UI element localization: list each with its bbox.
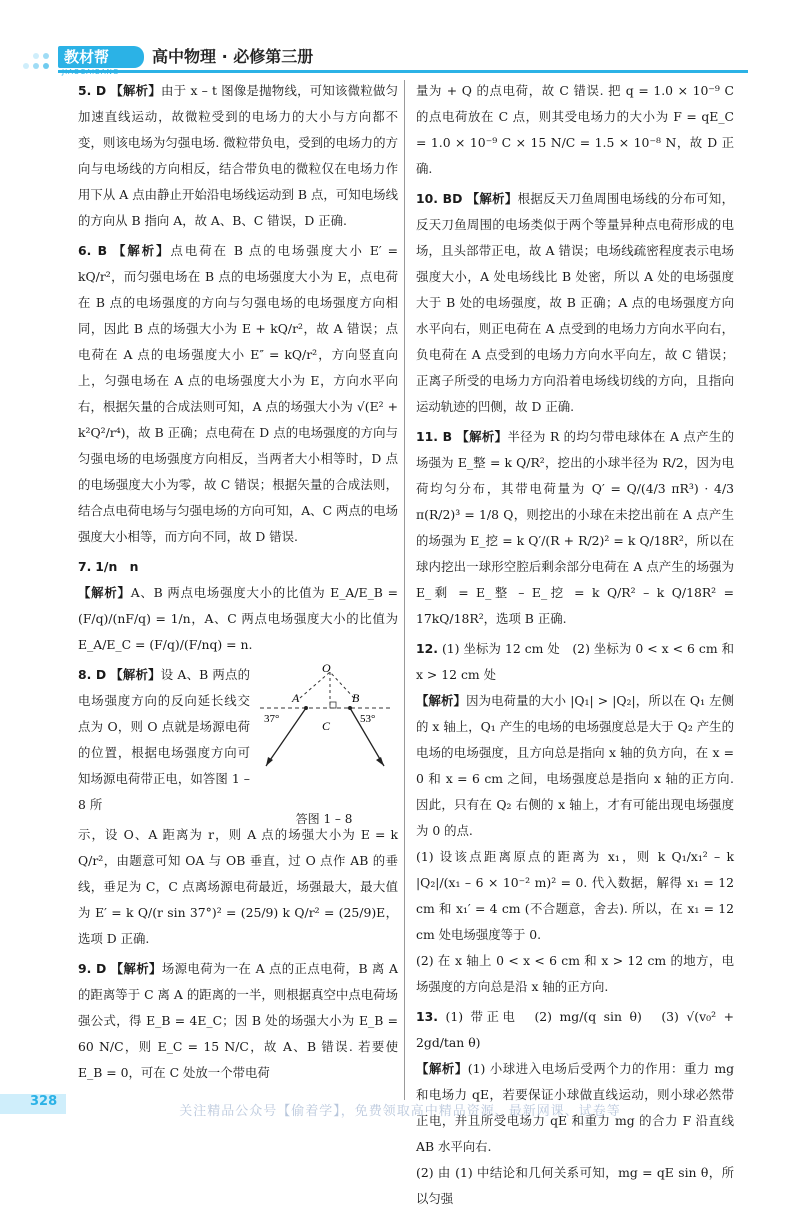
answer-text: (1) 设该点距离原点的距离为 x₁，则 k Q₁/x₁² – k |Q₂|/(x₁ – 6 × 10⁻² m)² = 0. 代入数据，解得 x₁ = 12 cm 和 x₁′ = 4 cm (不合题意，舍去). 所以，在 x₁ = 12 cm 处电场强度等于 0.: [416, 849, 734, 942]
angle-37: 37°: [264, 713, 280, 725]
analysis-label: 【解析】: [416, 693, 467, 708]
figure-caption: 答图 1 – 8: [295, 812, 353, 826]
question-number: 11. B: [416, 429, 453, 444]
answer-9: [78, 956, 398, 1086]
answer-7-analysis: [78, 580, 398, 658]
answer-text: 由于 x – t 图像是抛物线，可知该微粒做匀加速直线运动，故微粒受到的电场力的大小与方向都不变，则该电场为匀强电场. 微粒带负电，受到的电场力的方向与电场线的方向相反，结合带负电的微粒仅在电场力作用下从 A 点由静止开始沿电场线运动到 B 点，可知电场线的方向从 B 指向 A，故 A、B、C 错误，D 正确.: [78, 83, 398, 228]
page-header: [0, 0, 800, 80]
page-number: 328: [30, 1094, 58, 1109]
angle-53: 53°: [360, 713, 376, 725]
question-number: 12.: [416, 641, 438, 656]
field-diagram: [250, 662, 398, 802]
question-number: 10. BD: [416, 191, 463, 206]
answer-text: 场源电荷为一在 A 点的正点电荷，B 离 A 的距离等于 C 离 A 的距离的一半，则根据真空中点电荷场强公式，得 E_B = 4E_C；因 B 处的场强大小为 E_B = 60 N/C，则 E_C = 15 N/C，故 A、B 错误. 若要使 E_B = 0，可在 C 处放一个带电荷: [78, 961, 398, 1080]
analysis-label: 【解析】: [113, 243, 171, 258]
column-divider: [404, 80, 405, 1100]
decorative-dots-icon: [20, 40, 56, 76]
answer-value: (1) 带正电 (2) mg/(q sin θ) (3) √(v₀² + 2gd/tan θ): [416, 1009, 734, 1050]
answer-value: (1) 坐标为 12 cm 处 (2) 坐标为 0 < x < 6 cm 和 x > 12 cm 处: [416, 641, 734, 682]
right-column: [416, 78, 734, 1212]
answer-6: [78, 238, 398, 550]
analysis-label: 【解析】: [110, 83, 161, 98]
answer-11: [416, 424, 734, 632]
analysis-label: 【解析】: [78, 585, 131, 600]
label-A: A: [292, 691, 300, 705]
answer-text: 两点电场强度大小的比值为 E_A/E_C = (F/q)/(F/nq) = n.: [78, 611, 399, 652]
answer-8-text-cont: [78, 822, 398, 952]
answer-10: [416, 186, 734, 420]
analysis-label: 【解析】: [466, 191, 518, 206]
label-O: O: [322, 662, 331, 675]
answer-text: 半径为 R 的均匀带电球体在 A 点产生的场强为 E_整 = k Q/R²，挖出的小球半径为 R/2，因为电荷均匀分布，其带电荷量为 Q′ = Q/(4/3 πR³) · 4/3 π(R/2)³ = 1/8 Q，则挖出的小球在未挖出前在 A 点产生的场强为 E_挖 = k Q′/(R + R/2)² = k Q/18R²，所以在球内挖出一球形空腔后剩余部分电荷在 A 点产生的场强为 E_剩 = E_整 – E_挖 = k Q/R² – k Q/18R² = 17kQ/18R²，选项 B 正确.: [416, 429, 734, 626]
answer-text: 因为电荷量的大小 |Q₁| > |Q₂|，所以在 Q₁ 左侧的 x 轴上，Q₁ 产生的电场的电场强度总是大于 Q₂ 产生的电场的电场强度，且方向总是指向 x 轴的负方向，在 x = 0 和 x = 6 cm 之间，电场强度总是指向 x 轴的正方向. 因此，只有在 Q₂ 右侧的 x 轴上，才有可能出现电场强度为 0 的点.: [416, 693, 735, 838]
answer-text: 根据反天刀鱼周围电场线的分布可知，反天刀鱼周围的电场类似于两个等量异种点电荷形成的电场，且头部带正电，故 A 错误；电场线疏密程度表示电场强度大小，A 处电场线比 B 处密，所以 A 处的电场强度大于 B 处的电场强度，故 B 正确；A 点的电场强度方向水平向右，则正电荷在 A 点受到的电场力方向水平向右，负电荷在 A 点受到的电场力方向水平向左，故 C 错误；正离子所受的电场力方向沿着电场线切线的方向，且指向运动轨迹的凹侧，故 D 正确.: [416, 191, 735, 414]
brand-logo: 教材帮: [58, 46, 144, 68]
answer-8-text: [78, 662, 250, 822]
left-column: [78, 78, 398, 1086]
answer-text: (2) 由 (1) 中结论和几何关系可知，mg = qE sin θ，所以匀强: [416, 1165, 734, 1206]
answer-text: 点电荷在 B 点的电场强度大小 E′ = kQ/r²，而匀强电场在 B 点的电场强度大小为 E，点电荷在 B 点的电场强度的方向与匀强电场的电场强度方向相同，因此 B 点的场强大小为 E + kQ/r²，故 A 错误；点电荷在 A 点的电场强度大小 E″ = kQ/r²，方向竖直向上，匀强电场在 A 点的电场强度大小为 E，方向水平向右，根据矢量的合成法则可知，A 点的场强大小为 √(E² + k²Q²/r⁴)，故 B 正确；点电荷在 D 点的电场强度的方向与匀强电场的电场强度方向相反，当两者大小相等时，D 点的电场强度大小为零，故 C 错误；根据矢量的合成法则，结合点电荷电场与匀强电场的方向可知，A、C 两点的电场强度大小相等，而方向不同，故 D 错误.: [78, 243, 398, 544]
question-number: 7.: [78, 559, 92, 574]
answer-text: (2) 在 x 轴上 0 < x < 6 cm 和 x > 12 cm 的地方，电场强度的方向总是沿 x 轴的正方向.: [416, 953, 734, 994]
answer-9-cont: [416, 78, 734, 182]
analysis-label: 【解析】: [110, 667, 161, 682]
analysis-label: 【解析】: [456, 429, 508, 444]
answer-text: 设 A、B 两点的电场强度方向的反向延长线交点为 O，则 O 点就是场源电荷的位置，根据电场强度方向可知场源电荷带正电，如答图 1 – 8 所: [78, 667, 251, 812]
analysis-label: 【解析】: [110, 961, 162, 976]
analysis-label: 【解析】: [416, 1061, 468, 1076]
answer-12-part2: [416, 948, 734, 1000]
book-title: 高中物理 · 必修第三册: [152, 47, 314, 66]
label-C: C: [322, 719, 331, 733]
answer-7: [78, 554, 398, 580]
question-number: 13.: [416, 1009, 438, 1024]
answer-text: (1) 小球进入电场后受两个力的作用：重力 mg 和电场力 qE，若要保证小球做直线运动，则小球必然带正电，并且所受电场力 qE 和重力 mg 的合力 F 沿直线 AB 水平向右.: [416, 1061, 734, 1154]
label-B: B: [352, 691, 360, 705]
answer-value: 1/n n: [95, 559, 139, 574]
question-number: 9. D: [78, 961, 107, 976]
answer-text: 示，设 O、A 距离为 r，则 A 点的场强大小为 E = k Q/r²，由题意可知 OA 与 OB 垂直，过 O 点作 AB 的垂线，垂足为 C，C 点离场源电荷最近，场强最大，最大值为 E′ = k Q/(r sin 37°)² = (25/9) k Q/r² = (25/9)E，选项 D 正确.: [78, 827, 398, 946]
answer-13: [416, 1004, 734, 1056]
question-number: 8. D: [78, 667, 107, 682]
answer-12: [416, 636, 734, 688]
answer-8: [78, 662, 398, 952]
answer-12-analysis: [416, 688, 734, 844]
header-rule: [58, 70, 748, 73]
question-number: 6. B: [78, 243, 108, 258]
answer-13-part2: [416, 1160, 734, 1212]
answer-5: [78, 78, 398, 234]
question-number: 5. D: [78, 83, 107, 98]
answer-text: 量为 + Q 的点电荷，故 C 错误. 把 q = 1.0 × 10⁻⁹ C 的点电荷放在 C 点，则其受电场力的大小为 F = qE_C = 1.0 × 10⁻⁹ C × 15 N/C = 1.5 × 10⁻⁸ N，故 D 正确.: [416, 83, 734, 176]
footer-watermark-note: 关注精品公众号【偷着学】，免费领取高中精品资源、最新网课、试卷等: [179, 1104, 621, 1119]
answer-12-part1: [416, 844, 734, 948]
answer-text: A、B 两点电场强度大小的比值为 E_A/E_B = (F/q)/(nF/q) = 1/n，A、C: [78, 585, 398, 626]
figure-1-8: [250, 662, 398, 826]
